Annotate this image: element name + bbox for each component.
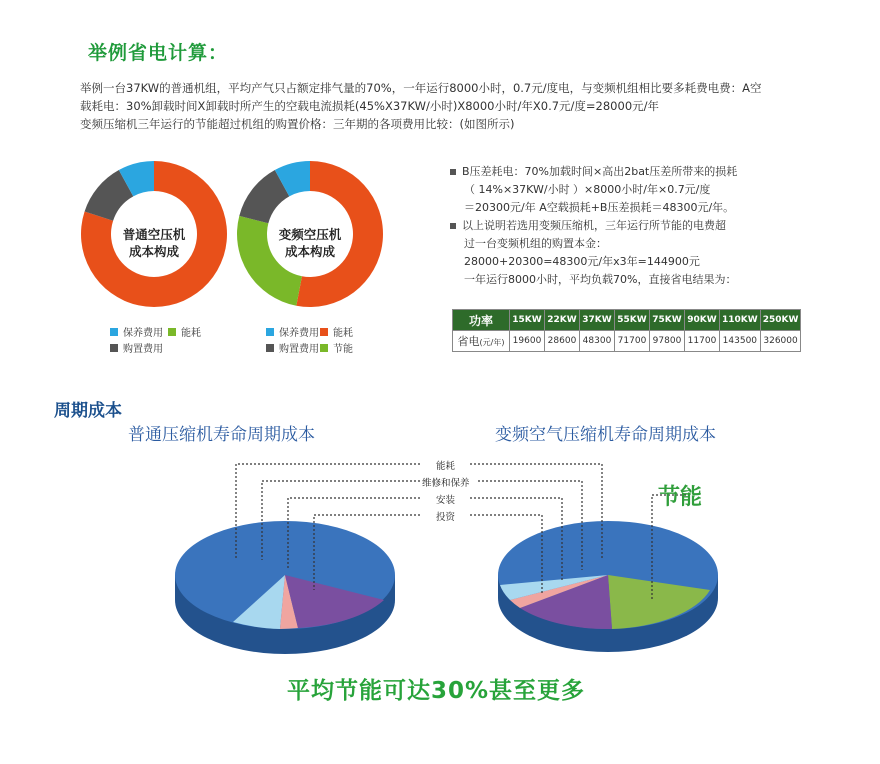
donut1-label-line1: 普通空压机 [122,227,186,242]
table-cell: 48300 [580,331,615,352]
legend-item-energy [320,324,353,339]
legend-swatch [266,344,274,352]
row-label-text: 省电 [457,335,480,348]
section-title-cycle-cost: 周期成本 [54,401,122,421]
table-header-label: 功率 [453,310,510,331]
category-label-install: 安装 [436,495,456,506]
legend-label: 保养费用 [279,328,319,339]
legend-label: 能耗 [181,328,201,339]
table-row [453,331,801,352]
legend-item-maintenance [266,324,319,339]
power-savings-table [452,309,801,352]
note-line-6: 28000+20300=48300元/年x3年=144900元 [464,255,700,268]
table-cell: 326000 [760,331,801,352]
bullet-icon [450,223,456,229]
legend-label: 购置费用 [279,344,319,355]
table-header-cell: 37KW [580,310,615,331]
table-cell: 11700 [685,331,720,352]
pie-regular [175,521,395,654]
category-label-investment: 投资 [436,512,456,523]
donut1-label-line2: 成本构成 [128,244,179,259]
table-header-cell: 15KW [510,310,545,331]
legend-label: 保养费用 [123,328,163,339]
table-header-cell: 250KW [760,310,801,331]
note-line-1 [450,163,737,179]
page-title: 举例省电计算： [88,42,229,64]
note-text: B压差耗电：70%加载时间×高出2bat压差所带来的损耗 [462,165,738,178]
table-cell: 71700 [615,331,650,352]
table-header-cell: 110KW [720,310,761,331]
pie-vfd [498,521,718,652]
pie-title-regular: 普通压缩机寿命周期成本 [128,425,315,445]
table-header-cell: 90KW [685,310,720,331]
pie-title-vfd: 变频空气压缩机寿命周期成本 [495,425,716,445]
donut1-label [99,226,209,260]
category-label-maintenance: 维修和保养 [422,478,470,489]
table-cell: 97800 [650,331,685,352]
table-header-cell: 22KW [545,310,580,331]
donut2-label-line2: 成本构成 [284,244,335,259]
legend-label: 节能 [333,344,353,355]
note-line-4 [450,217,726,233]
note-line-5: 过一台变频机组的购置本金： [464,237,607,250]
legend-item-purchase [266,340,319,355]
legend-swatch [110,344,118,352]
note-text: 以上说明若选用变频压缩机，三年运行所节能的电费超 [462,219,726,232]
table-row-label [453,331,510,352]
intro-line-2: 载耗电：30%卸载时间X卸载时所产生的空载电流损耗(45%X37KW/小时)X8000小时/年X0.7元/度=28000元/年 [80,99,660,113]
legend-swatch [110,328,118,336]
legend-swatch [320,328,328,336]
table-header-cell: 55KW [615,310,650,331]
intro-line-1: 举例一台37KW的普通机组，平均产气只占额定排气量的70%，一年运行8000小时，0.7元/度电，与变频机组相比要多耗费电费：A空 [80,81,762,95]
intro-line-3: 变频压缩机三年运行的节能超过机组的购置价格：三年期的各项费用比较：(如图所示) [80,117,515,131]
legend-swatch [266,328,274,336]
note-line-3: ＝20300元/年 A空载损耗+B压差损耗＝48300元/年。 [464,201,735,214]
bullet-icon [450,169,456,175]
legend-item-saving [320,340,353,355]
legend-label: 购置费用 [123,344,163,355]
table-cell: 143500 [720,331,761,352]
legend-label: 能耗 [333,328,353,339]
row-label-unit: (元/年) [479,338,505,347]
donut2-label [255,226,365,260]
category-label-energy: 能耗 [436,461,456,472]
table-cell: 28600 [545,331,580,352]
donut2-label-line1: 变频空压机 [278,227,342,242]
note-line-7: 一年运行8000小时，平均负载70%，直接省电结果为： [464,273,737,286]
saving-label: 节能 [658,485,703,510]
table-cell: 19600 [510,331,545,352]
legend-item-purchase [110,340,163,355]
legend-swatch [168,328,176,336]
note-line-2: （ 14%×37KW/小时 ）×8000小时/年×0.7元/度 [464,183,711,196]
legend-item-energy [168,324,201,339]
table-header-cell: 75KW [650,310,685,331]
saving-slogan: 平均节能可达30%甚至更多 [287,678,586,704]
table-header-row [453,310,801,331]
legend-swatch [320,344,328,352]
legend-item-maintenance [110,324,163,339]
